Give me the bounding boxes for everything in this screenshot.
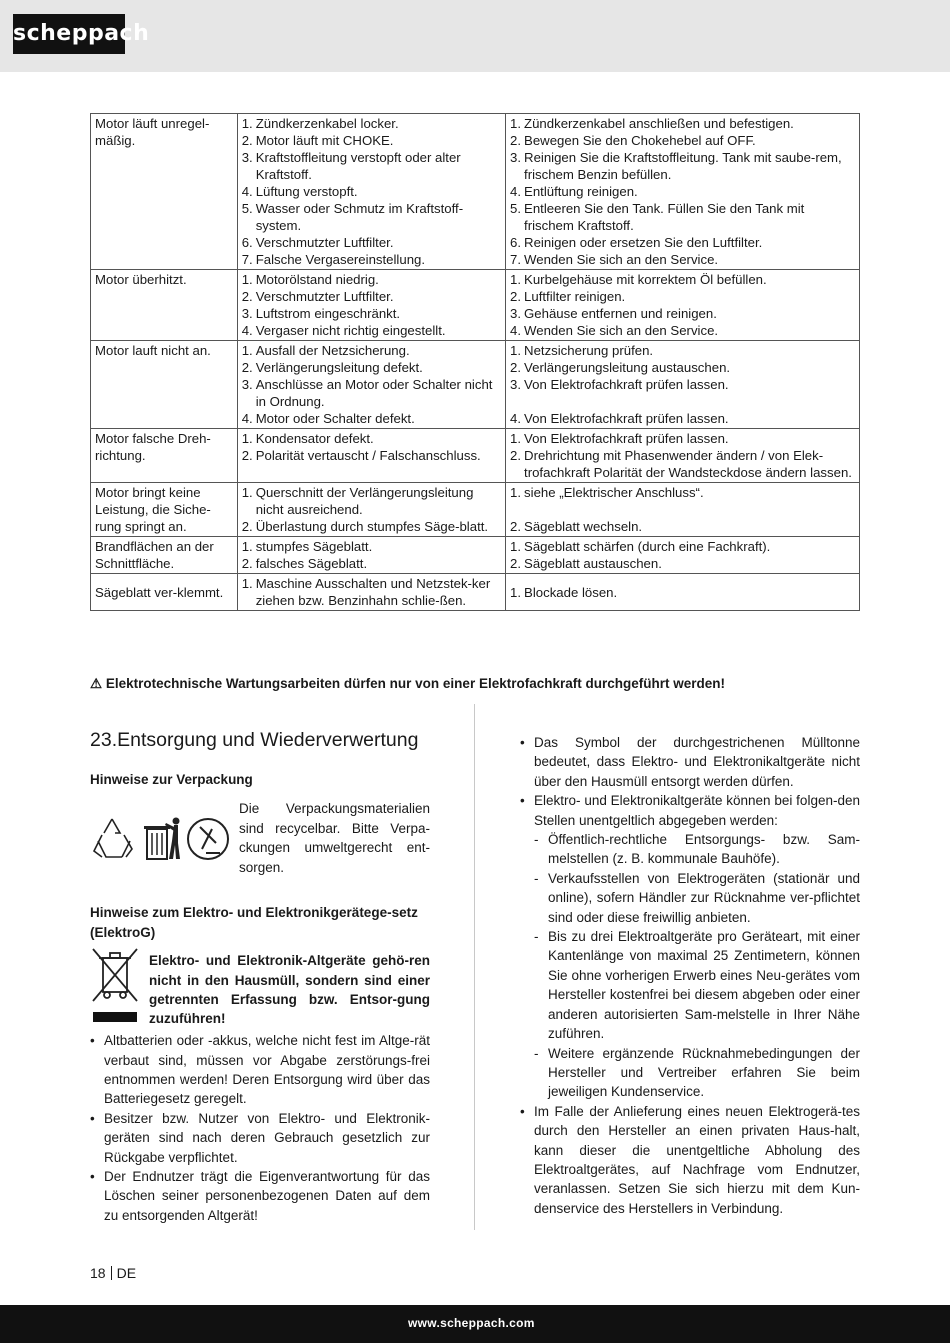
list-item: 1. Netzsicherung prüfen. <box>510 343 654 358</box>
list-item: 3. Gehäuse entfernen und reinigen. <box>510 306 717 321</box>
right-bullet-list-2 <box>520 1102 860 1218</box>
trash-person-icon <box>144 818 180 860</box>
footer-url[interactable]: www.scheppach.com <box>408 1316 535 1330</box>
list-item: 5. Wasser oder Schmutz im Kraftstoff-system. <box>241 201 464 233</box>
list-item: • Der Endnutzer trägt die Eigenverantwortung für das Löschen seiner personenbezogenen Daten auf dem zu entsorgenden Altgerät! <box>90 1169 430 1223</box>
weee-block <box>90 946 430 1031</box>
list-item: 1. Blockade lösen. <box>510 584 618 600</box>
problem-cell: Sägeblatt ver-klemmt. <box>91 574 238 611</box>
causes-cell <box>237 114 505 270</box>
list-item: • Elektro- und Elektronikaltgeräte können bei folgen-den Stellen unentgeltlich abgegeben werden: <box>520 793 860 828</box>
table-row <box>91 483 860 537</box>
table-row <box>91 537 860 574</box>
list-item: 1. stumpfes Sägeblatt. <box>241 539 373 554</box>
solutions-cell <box>506 483 860 537</box>
left-column <box>90 728 430 1225</box>
right-column <box>520 733 860 1218</box>
list-item: - Öffentlich-rechtliche Entsorgungs- bzw. Sam-melstellen (z. B. kommunale Bauhöfe). <box>534 832 860 867</box>
list-item: 1. Querschnitt der Verlängerungsleitung nicht ausreichend. <box>241 485 474 517</box>
left-bullet-list <box>90 1031 430 1225</box>
list-item: • Besitzer bzw. Nutzer von Elektro- und Elektronik-geräten sind nach deren Gebrauch gesetzlich zur Rückgabe verpflichtet. <box>90 1110 430 1165</box>
list-item: 1. Kurbelgehäuse mit korrektem Öl befüllen. <box>510 272 767 287</box>
page-header <box>0 0 950 72</box>
table-row <box>91 429 860 483</box>
problem-cell: Motor überhitzt. <box>91 270 238 341</box>
list-item: 2. Verschmutzter Luftfilter. <box>241 289 394 304</box>
list-item: 2. Sägeblatt wechseln. <box>510 519 643 534</box>
list-item: 6. Reinigen oder ersetzen Sie den Luftfilter. <box>510 235 763 250</box>
list-item: 4. Lüftung verstopft. <box>241 184 358 199</box>
list-item: 1. Sägeblatt schärfen (durch eine Fachkraft). <box>510 539 771 554</box>
elektrog-heading: Hinweise zum Elektro- und Elektronikgerätege-setz (ElektroG) <box>90 905 418 940</box>
list-item: - Bis zu drei Elektroaltgeräte pro Geräteart, mit einer Kantenlänge von maximal 25 Zentimetern, können Sie ohne vorherigen Erwerb eines Neu-gerätes vom Hersteller kostenfrei bei diesem abgeben oder einer anderen autorisierten Sam-melstelle in Ihrer Nähe zuführen. <box>534 929 860 1042</box>
list-item: 2. Drehrichtung mit Phasenwender ändern / von Elek-trofachkraft Polarität der Wandsteckdose ändern lassen. <box>510 448 852 480</box>
scheppach-logo: scheppach <box>13 14 125 54</box>
packaging-text: Die Verpackungsmaterialien sind recycelbar. Bitte Verpa-ckungen umweltgerecht ent-sorgen. <box>239 801 430 875</box>
solutions-cell <box>506 429 860 483</box>
solutions-cell <box>506 341 860 429</box>
list-item: 2. Motor läuft mit CHOKE. <box>241 133 394 148</box>
packaging-heading: Hinweise zur Verpackung <box>90 772 253 787</box>
table-row <box>91 574 860 611</box>
list-item: 2. falsches Sägeblatt. <box>241 556 368 571</box>
list-item: 1. Kondensator defekt. <box>241 431 374 446</box>
list-item: 3. Anschlüsse an Motor oder Schalter nicht in Ordnung. <box>241 377 493 409</box>
list-item: 1. Von Elektrofachkraft prüfen lassen. <box>510 431 729 446</box>
list-item: 2. Verlängerungsleitung austauschen. <box>510 360 731 375</box>
weee-text: Elektro- und Elektronik-Altgeräte gehö-ren nicht in den Hausmüll, sondern sind einer getrennten Erfassung bzw. Entsor-gung zuzuführen! <box>149 953 430 1027</box>
list-item: - Weitere ergänzende Rücknahmebedingungen der Hersteller und Vertreiber erfahren Sie beim jeweiligen Kundenservice. <box>534 1045 860 1100</box>
list-item: • Altbatterien oder -akkus, welche nicht fest im Altge-rät verbaut sind, müssen vor Abgabe zerstörungs-frei entnommen werden! Deren Entsorgung wird über das Batteriegesetz geregelt. <box>90 1033 430 1107</box>
page-number: 18 DE <box>90 1265 137 1281</box>
solutions-cell <box>506 574 860 611</box>
list-item: 2. Verlängerungsleitung defekt. <box>241 360 423 375</box>
causes-cell <box>237 574 505 611</box>
causes-cell <box>237 429 505 483</box>
tidyman-icon <box>188 819 228 859</box>
list-item: 2. Überlastung durch stumpfes Säge-blatt. <box>241 519 489 534</box>
causes-cell <box>237 341 505 429</box>
list-item: 1. siehe „Elektrischer Anschluss“. <box>510 485 704 500</box>
return-points-list <box>520 830 860 1102</box>
troubleshooting-table <box>90 113 860 611</box>
list-item: 2. Luftfilter reinigen. <box>510 289 626 304</box>
list-item: 1. Zündkerzenkabel locker. <box>241 116 399 131</box>
column-divider <box>474 704 475 1230</box>
causes-cell <box>237 483 505 537</box>
list-item: 2. Sägeblatt austauschen. <box>510 556 662 571</box>
causes-cell <box>237 270 505 341</box>
list-item: 6. Verschmutzter Luftfilter. <box>241 235 394 250</box>
list-item: 1. Motorölstand niedrig. <box>241 272 379 287</box>
table-row <box>91 114 860 270</box>
problem-cell: Brandflächen an der Schnittfläche. <box>91 537 238 574</box>
list-item: 5. Entleeren Sie den Tank. Füllen Sie den Tank mit frischem Kraftstoff. <box>510 201 805 233</box>
page-separator <box>111 1266 112 1280</box>
list-item: • Das Symbol der durchgestrichenen Mülltonne bedeutet, dass Elektro- und Elektronikaltgeräte nicht über den Hausmüll entsorgt werden dürfen. <box>520 735 860 789</box>
list-item: 4. Wenden Sie sich an den Service. <box>510 323 719 338</box>
problem-cell: Motor läuft unregel-mäßig. <box>91 114 238 270</box>
crossed-out-bin-icon <box>90 946 140 1026</box>
list-item: 4. Vergaser nicht richtig eingestellt. <box>241 323 446 338</box>
warning-triangle-icon: ⚠ <box>90 676 103 691</box>
list-item: 2. Polarität vertauscht / Falschanschluss. <box>241 448 481 463</box>
warning-text: Elektrotechnische Wartungsarbeiten dürfen nur von einer Elektrofachkraft durchgeführt werden! <box>105 676 725 691</box>
solutions-cell <box>506 537 860 574</box>
warning-note <box>90 676 725 692</box>
list-item: 3. Von Elektrofachkraft prüfen lassen. <box>510 377 729 392</box>
solutions-cell <box>506 270 860 341</box>
list-item: 3. Reinigen Sie die Kraftstoffleitung. Tank mit saube-rem, frischem Benzin befüllen. <box>510 150 842 182</box>
section-title: 23.Entsorgung und Wiederverwertung <box>90 729 419 751</box>
list-item: 7. Falsche Vergasereinstellung. <box>241 252 426 267</box>
problem-cell: Motor lauft nicht an. <box>91 341 238 429</box>
table-row <box>91 270 860 341</box>
list-item: 1. Zündkerzenkabel anschließen und befestigen. <box>510 116 794 131</box>
right-bullet-list <box>520 733 860 830</box>
list-item: 4. Von Elektrofachkraft prüfen lassen. <box>510 411 729 426</box>
list-item: 4. Entlüftung reinigen. <box>510 184 638 199</box>
recycling-icons <box>90 813 230 865</box>
list-item: 4. Motor oder Schalter defekt. <box>241 411 415 426</box>
list-item: 7. Wenden Sie sich an den Service. <box>510 252 719 267</box>
list-item: 3. Kraftstoffleitung verstopft oder alter Kraftstoff. <box>241 150 461 182</box>
problem-cell: Motor falsche Dreh-richtung. <box>91 429 238 483</box>
problem-cell: Motor bringt keine Leistung, die Siche-rung springt an. <box>91 483 238 537</box>
packaging-block <box>90 799 430 887</box>
recycle-icon <box>94 819 132 857</box>
list-item: 1. Ausfall der Netzsicherung. <box>241 343 410 358</box>
list-item: - Verkaufsstellen von Elektrogeräten (stationär und online), sofern Händler zur Rücknahme ver-pflichtet sind oder diese freiwillig anbieten. <box>534 870 860 925</box>
list-item: 1. Maschine Ausschalten und Netzstek-ker ziehen bzw. Benzinhahn schlie-ßen. <box>241 576 491 608</box>
causes-cell <box>237 537 505 574</box>
list-item: 3. Luftstrom eingeschränkt. <box>241 306 401 321</box>
list-item: 2. Bewegen Sie den Chokehebel auf OFF. <box>510 133 756 148</box>
table-row <box>91 341 860 429</box>
solutions-cell <box>506 114 860 270</box>
list-item: • Im Falle der Anlieferung eines neuen Elektrogerä-tes durch den Hersteller an einen privaten Haus-halt, kann dieser die unentgeltliche Abholung des Elektroaltgerätes, auf Nachfrage vom Endnutzer, veranlassen. Setzen Sie sich hierzu mit dem Kun-denservice des Herstellers in Verbindung. <box>520 1103 860 1216</box>
